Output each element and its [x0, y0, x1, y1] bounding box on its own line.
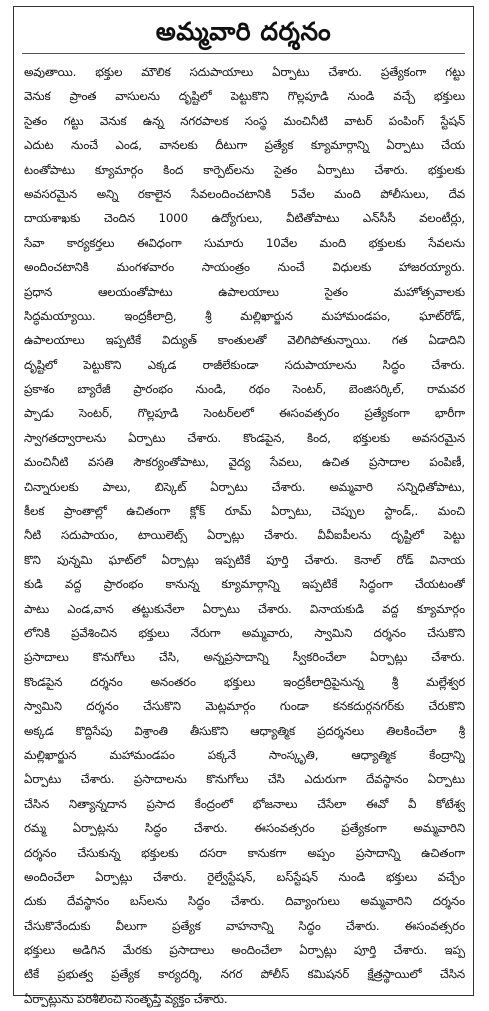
article-text-line: టికే ప్రభుత్వ ప్రత్యేక కార్యదర్శి, నగర పోలీస్ కమిషనర్ క్షేత్రస్థాయిలో చేసిన	[24, 967, 465, 982]
article-text-line: కొని పున్నమి ఘాట్‌లో ఏర్పాట్లు ఇప్పటికే పూర్తి చేశారు. కెనాల్ రోడ్ వినాయ	[24, 552, 465, 567]
article-text-line: చిన్నారులకు పాలు, బిస్కెట్ ఏర్పాటు చేశారు. అమ్మవారి సన్నిధితోపాటు,	[24, 479, 465, 494]
article-text-line: దర్శనం చేసుకున్న భక్తులకు దసరా కానుకగా అప్పం ప్రసాదాన్ని ఉచితంగా	[24, 845, 465, 860]
article-text-line: నీటి సదుపాయం, టాయిలెట్స్ ఏర్పాట్లు చేశారు. వీవీఐపీలను దృష్టిలో పెట్టు	[24, 528, 465, 543]
article-text-line: అందించేలా ఏర్పాట్లు చేశారు. రైల్వేస్టేషన్, బస్‌స్టేషన్ నుండి భక్తులు వచ్చేం	[24, 869, 465, 884]
article-text-line: మంచినీటి వసతి సౌకర్యంతోపాటు, వైద్య సేవలు, ఉచిత ప్రసాదాల పంపిణీ,	[24, 455, 465, 470]
article-headline: అమ్మవారి దర్శనం	[155, 17, 332, 46]
article-text-line: అవసరమైన అన్ని రకాలైన సేవలందించటానికి 5వేల మంది పోలీసులు, దేవ	[24, 186, 465, 201]
article-text-line: స్వామిని దర్శనం చేసుకొని మెట్లమార్గం గుండా కనకదుర్గనగర్‌కు చేరుకొని	[24, 699, 465, 714]
article-text-line: అవుతాయి. భక్తుల మౌలిక సదుపాయాలు ఏర్పాటు చేశారు. ప్రత్యేకంగా గట్టు	[24, 65, 465, 79]
article-text-line: ప్రధాన ఆలయంతోపాటు ఉపాలయాలు సైతం మహోత్సవాలకు	[24, 284, 465, 299]
article-text-line: ప్రకాశం బ్యారేజీ ప్రారంభం నుండి, రథం సెంటర్, బెంజిసర్కిల్, రామవర	[24, 382, 465, 397]
article-text-line: స్వాగతద్వారాలను ఏర్పాటు చేశారు. కొండపైన, కింద, భక్తులకు అవసరమైన	[24, 430, 465, 445]
article-text-line: వెనుక ప్రాంత వాసులను దృష్టిలో పెట్టుకొని గొల్లపూడి నుండి వచ్చే భక్తులు	[24, 89, 465, 104]
article-text-line: అందించటానికి మంగళవారం సాయంత్రం నుంచే విధులకు హాజరయ్యారు.	[24, 260, 465, 275]
article-text-line: ప్రసాదాలు కొనుగోలు చేసి, అన్నప్రసాదాన్ని స్వీకరించేలా ఏర్పాట్లు చేశారు.	[24, 650, 465, 665]
article-text-line: దుకు దేవస్థానం బస్‌లను సిద్ధం చేశారు. దివ్యాంగులు అమ్మవారిని దర్శనం	[24, 894, 465, 909]
headline-divider	[22, 53, 465, 54]
article-frame	[13, 6, 474, 1006]
article-text-line: కొండపైన దర్శనం అనంతరం భక్తులు ఇంద్రకీలాద్రిపైనున్న శ్రీ మల్లేశ్వర	[24, 674, 465, 689]
article-text-line: ప్పాడు సెంటర్, గొల్లపూడి సెంటర్‌లలో ఈసంవత్సరం ప్రత్యేకంగా భారీగా	[24, 406, 465, 421]
article-text-line: కీలక ప్రాంతాల్లో ఉచితంగా క్లోక్ రూమ్ ఏర్పాటు, చెప్పుల స్టాండ్,. మంచి	[24, 504, 465, 519]
article-text-line: దృష్టిలో పెట్టుకొని ఎక్కడ రాజీలేకుండా సదుపాయాలను సిద్ధం చేశారు.	[24, 357, 465, 372]
article-text-line: ఏర్పాటు చేశారు. ప్రసాదాలను కొనుగోలు చేసి ఎదురుగా దేవస్థానం ఏర్పాటు	[24, 772, 465, 787]
article-text-line: చేసుకొనేందుకు వీలుగా ప్రత్యేక వాహనాన్ని సిద్ధం చేశారు. ఈసంవత్సరం	[24, 918, 465, 933]
article-text-line: భక్తులు అడిగిన మేరకు ప్రసాదాలు అందించేలా ఏర్పాట్లు పూర్తి చేశారు. ఇప్ప	[24, 943, 465, 958]
article-text-line: మల్లిఖార్జున మహామండపం పక్కనే సాంస్కృతి, ఆధ్యాత్మిక కేంద్రాన్ని	[24, 747, 465, 762]
article-text-line: దాయశాఖకు చెందిన 1000 ఉద్యోగులు, వీటితోపాటు ఎన్‌సీసీ వలంటీర్లు,	[24, 211, 465, 226]
article-text-line: ఏర్పాట్లును పరిశీలించి సంతృప్తి వ్యక్తం చేశారు.	[24, 991, 228, 1006]
article-text-line: సిద్ధమయ్యాయి. ఇంద్రకీలాద్రి, శ్రీ మల్లిఖార్జున మహామండపం, ఘాట్‌రోడ్,	[24, 308, 465, 323]
article-text-line: ఉపాలయాలు ఇప్పటికే విద్యుత్ కాంతులతో వెలిగిపోతున్నాయి. గత ఏడాదిని	[24, 333, 465, 348]
article-text-line: టంతోపాటు క్యూమార్గం కింద కార్పెట్‌లను సైతం ఏర్పాటు చేశారు. భక్తులకు	[24, 162, 465, 177]
article-text-line: పాటు ఎండ,వాన తట్టుకునేలా ఏర్పాటు చేశారు. వినాయకుడి వద్ద క్యూమార్గం	[24, 601, 465, 616]
article-text-line: అక్కడ కొద్దిసేపు విశ్రాంతి తీసుకొని ఆధ్యాత్మిక ప్రదర్శనలు తిలకించేలా శ్రీ	[24, 723, 465, 738]
article-text-line: లోనికి ప్రవేశించిన భక్తులు నేరుగా అమ్మవారు, స్వామిని దర్శనం చేసుకొని	[24, 625, 465, 640]
article-text-line: సైతం గట్టు వెనుక ఉన్న నగరపాలక సంస్థ మంచినీటి వాటర్ పంపింగ్ స్టేషన్	[24, 113, 465, 128]
article-text-line: కుడి వద్ద ప్రారంభం కానున్న క్యూమార్గాన్ని ఇప్పటికే సిద్ధంగా చేయటంతో	[24, 577, 465, 592]
article-text-line: సేవా కార్యకర్తలు ఈవిధంగా సుమారు 10వేల మంది భక్తులకు సేవలను	[24, 235, 465, 250]
article-text-line: ఎదుట నుంచే ఎండ, వానలకు దీటుగా ప్రత్యేక క్యూమార్గాన్ని ఏర్పాటు చేయ	[24, 138, 465, 153]
article-text-line: రమ్మ ఏర్పాట్లను సిద్ధం చేశారు. ఈసంవత్సరం ప్రత్యేకంగా అమ్మవారిని	[24, 821, 465, 836]
article-text-line: చేసిన నిత్యాన్నదాన ప్రసాద కేంద్రంలో భోజనాలు చేసేలా ఈవో వీ కోటేశ్వ	[24, 796, 465, 811]
article-body	[14, 60, 473, 1011]
